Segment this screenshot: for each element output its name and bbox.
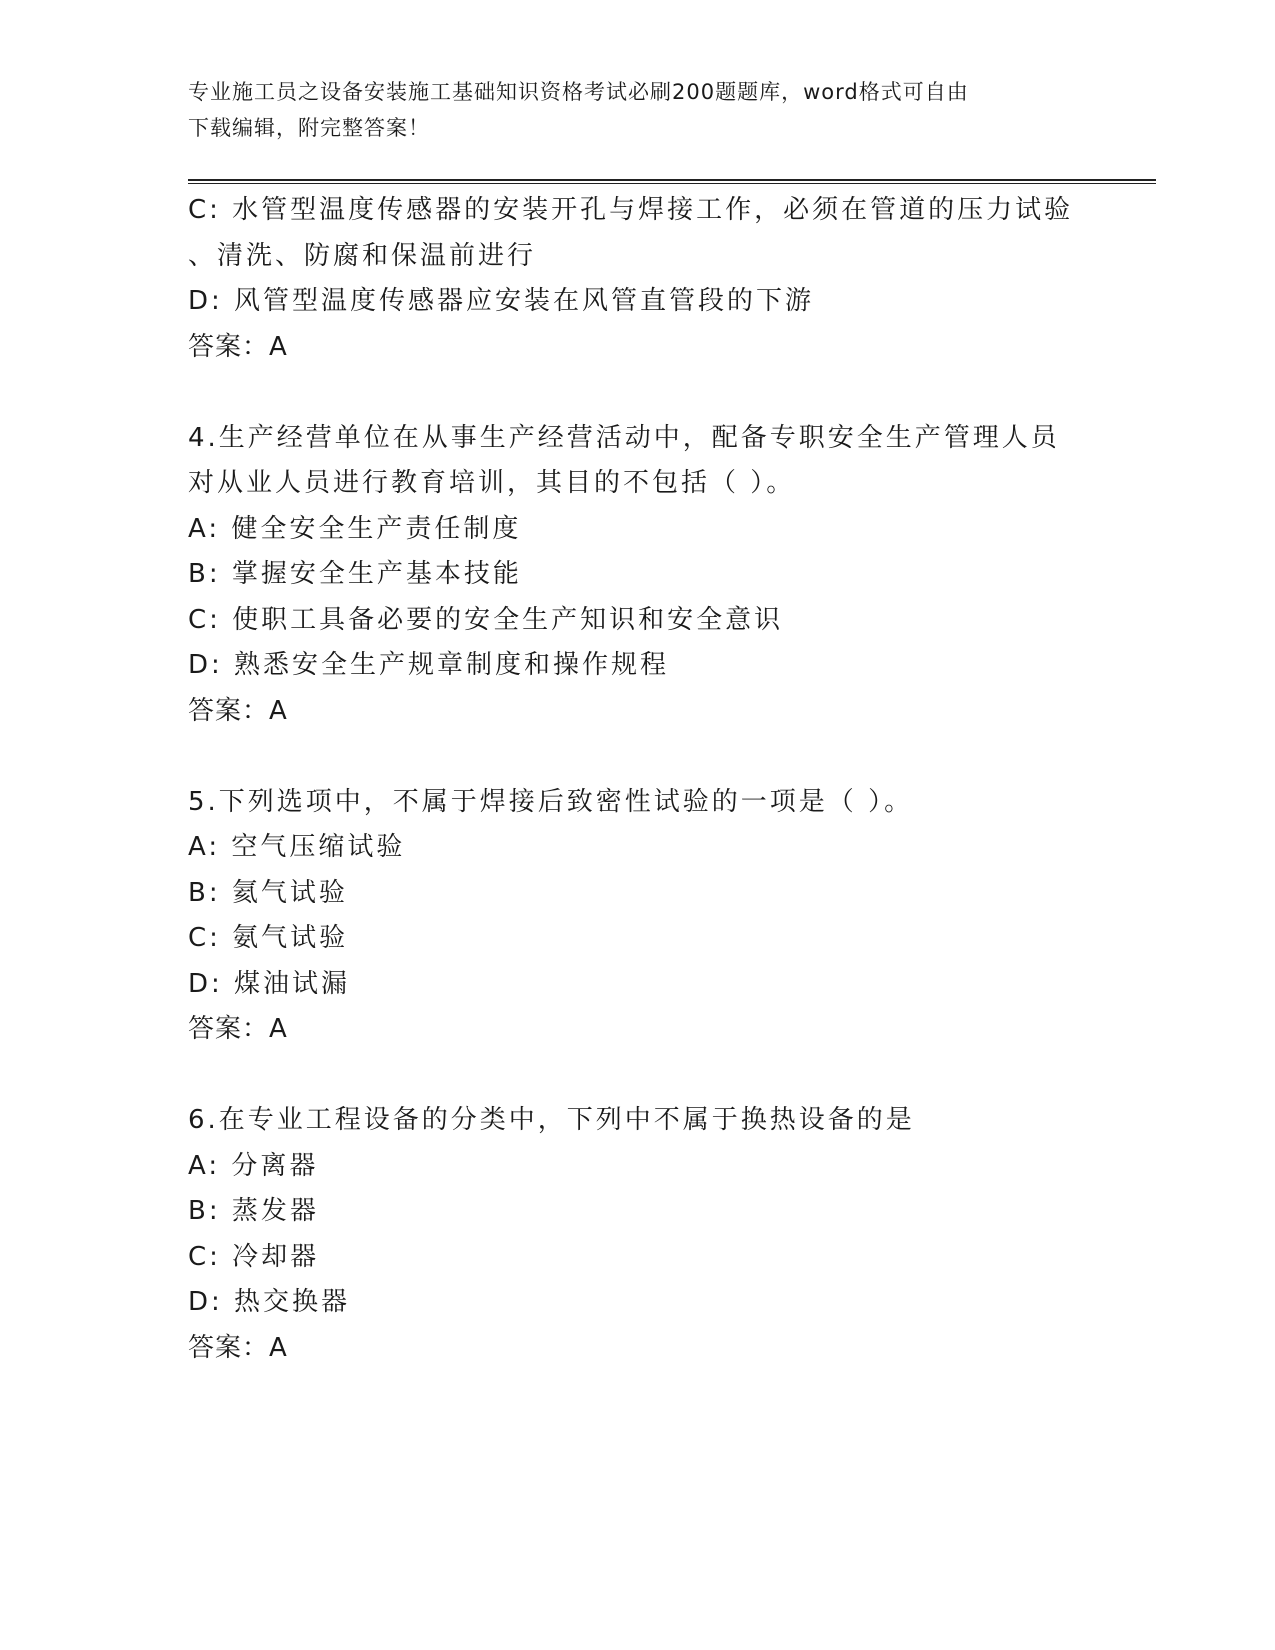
answer: 答案：A <box>188 331 288 362</box>
question-stem: 6.在专业工程设备的分类中，下列中不属于换热设备的是 <box>188 1105 915 1135</box>
answer: 答案：A <box>188 1332 288 1363</box>
question-content <box>188 188 1088 1371</box>
question-3-tail <box>188 188 1088 370</box>
option-b: B: 氦气试验 <box>188 877 348 908</box>
question-stem: 4.生产经营单位在从事生产经营活动中，配备专职安全生产管理人员 <box>188 422 1060 453</box>
option-c: C: 水管型温度传感器的安装开孔与焊接工作，必须在管道的压力试验 <box>188 195 1074 225</box>
option-b: B: 掌握安全生产基本技能 <box>188 559 522 589</box>
option-a: A: 空气压缩试验 <box>188 832 406 862</box>
question-6 <box>188 1098 1088 1371</box>
option-a: A: 分离器 <box>188 1150 319 1181</box>
question-stem-continued: 对从业人员进行教育培训，其目的不包括（ ）。 <box>188 468 796 498</box>
option-d: D: 风管型温度传感器应安装在风管直管段的下游 <box>188 286 815 316</box>
header-line-2: 下载编辑，附完整答案！ <box>188 116 430 140</box>
option-b: B: 蒸发器 <box>188 1196 319 1226</box>
document-header <box>188 74 1088 146</box>
question-4 <box>188 416 1088 735</box>
option-d: D: 熟悉安全生产规章制度和操作规程 <box>188 650 670 680</box>
answer: 答案：A <box>188 695 288 726</box>
option-a: A: 健全安全生产责任制度 <box>188 513 522 544</box>
question-stem: 5.下列选项中，不属于焊接后致密性试验的一项是（ ）。 <box>188 786 914 817</box>
option-d: D: 煤油试漏 <box>188 968 351 999</box>
option-c-continued: 、清洗、防腐和保温前进行 <box>188 240 537 271</box>
answer: 答案：A <box>188 1014 288 1044</box>
option-d: D: 热交换器 <box>188 1287 351 1317</box>
header-line-1: 专业施工员之设备安装施工基础知识资格考试必刷200题题库，word格式可自由 <box>188 80 969 104</box>
header-divider <box>188 179 1156 184</box>
option-c: C: 氨气试验 <box>188 923 349 953</box>
option-c: C: 使职工具备必要的安全生产知识和安全意识 <box>188 604 784 635</box>
option-c: C: 冷却器 <box>188 1241 320 1272</box>
question-5 <box>188 780 1088 1053</box>
